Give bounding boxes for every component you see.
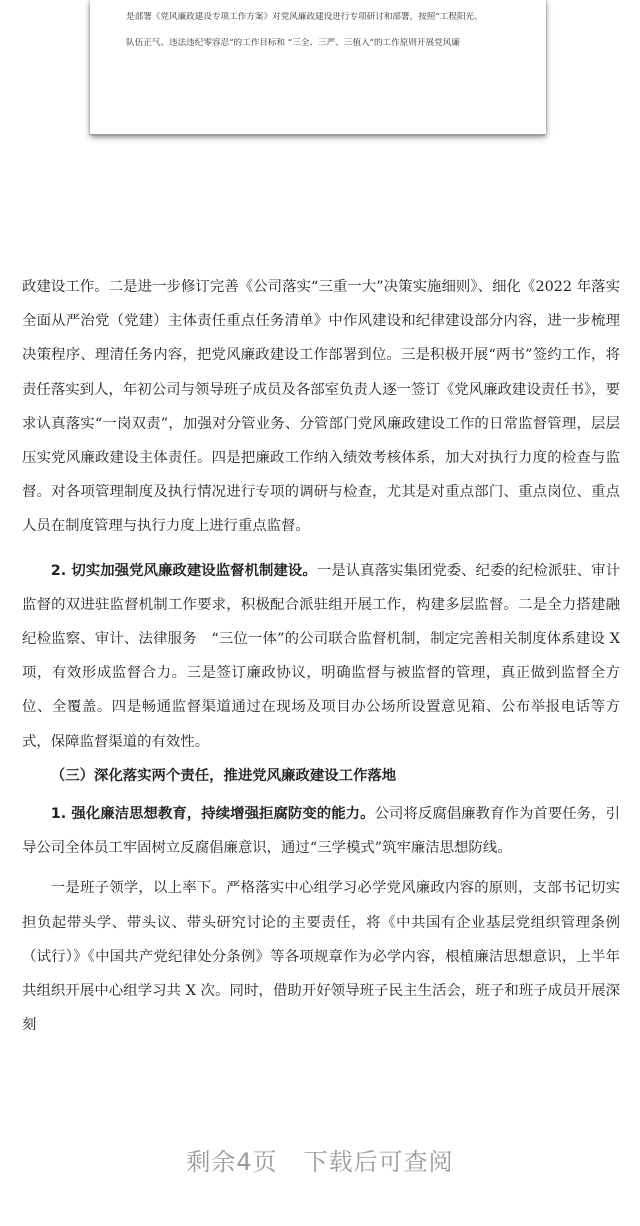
paragraph-2-heading: 2. 切实加强党风廉政建设监督机制建设。: [50, 562, 317, 579]
preview-line-2: 队伍正气、违法违纪零容忍”的工作目标和 “三全、三严、三植入”的工作原则开展党风廉: [126, 38, 460, 48]
paragraph-4: 一是班子领学，以上率下。严格落实中心组学习必学党风廉政内容的原则，支部书记切实担负起带头学、带头议、带头研究讨论的主要责任，将《中共国有企业基层党组织管理条例（试行）》《中国共产党纪律处分条例》等各项规章作为必学内容，根植廉洁思想意识，上半年共组织开展中心组学习共 X 次。同时，借助开好领导班子民主生活会，班子和班子成员开展深刻: [22, 880, 620, 1034]
download-to-read-text: 下载后可查阅: [303, 1148, 454, 1176]
paragraph-3-body: 公司将反腐倡廉教育作为首要任务，引导公司全体员工牢固树立反腐倡廉意识，通过“三学模式”筑牢廉洁思想防线。: [22, 806, 620, 857]
paragraph-1: 政建设工作。二是进一步修订完善《公司落实“三重一大”决策实施细则》、细化《2022 年落实全面从严治党（党建）主体责任重点任务清单》中作风建设和纪律建设部分内容，进一步梳理决策程序、理清任务内容，把党风廉政建设工作部署到位。三是积极开展“两书”签约工作，将责任落实到人，年初公司与领导班子成员及各部室负责人逐一签订《党风廉政建设责任书》，要求认真落实“一岗双责”，加强对分管业务、分管部门党风廉政建设工作的日常监督管理，层层压实党风廉政建设主体责任。四是把廉政工作纳入绩效考核体系，加大对执行力度的检查与监督。对各项管理制度及执行情况进行专项的调研与检查，尤其是对重点部门、重点岗位、重点人员在制度管理与执行力度上进行重点监督。: [22, 279, 620, 535]
remaining-pages-text: 剩余4页: [186, 1148, 278, 1176]
paragraph-3: [22, 797, 620, 865]
paragraph-2: [22, 554, 620, 759]
document-body: [22, 270, 620, 1042]
download-prompt[interactable]: [0, 1142, 640, 1186]
paragraph-2-body: 一是认真落实集团党委、纪委的纪检派驻、审计监督的双进驻监督机制工作要求，积极配合派驻组开展工作，构建多层监督。二是全力搭建融纪检监察、审计、法律服务 “三位一体”的公司联合监督机制，制定完善相关制度体系建设 X 项，有效形成监督合力。三是签订廉政协议，明确监督与被监督的管理，真正做到监督全方位、全覆盖。四是畅通监督渠道通过在现场及项目办公场所设置意见箱、公布举报电话等方式，保障监督渠道的有效性。: [22, 562, 620, 750]
preview-line-1: 是部署《党风廉政建设专项工作方案》对党风廉政建设进行专项研讨和部署，按照“工程阳光、: [126, 12, 483, 22]
section-heading: （三）深化落实两个责任，推进党风廉政建设工作落地: [50, 766, 397, 784]
paragraph-3-heading: 1. 强化廉洁思想教育，持续增强拒腐防变的能力。: [50, 806, 375, 823]
previous-page-preview: [90, 0, 546, 135]
